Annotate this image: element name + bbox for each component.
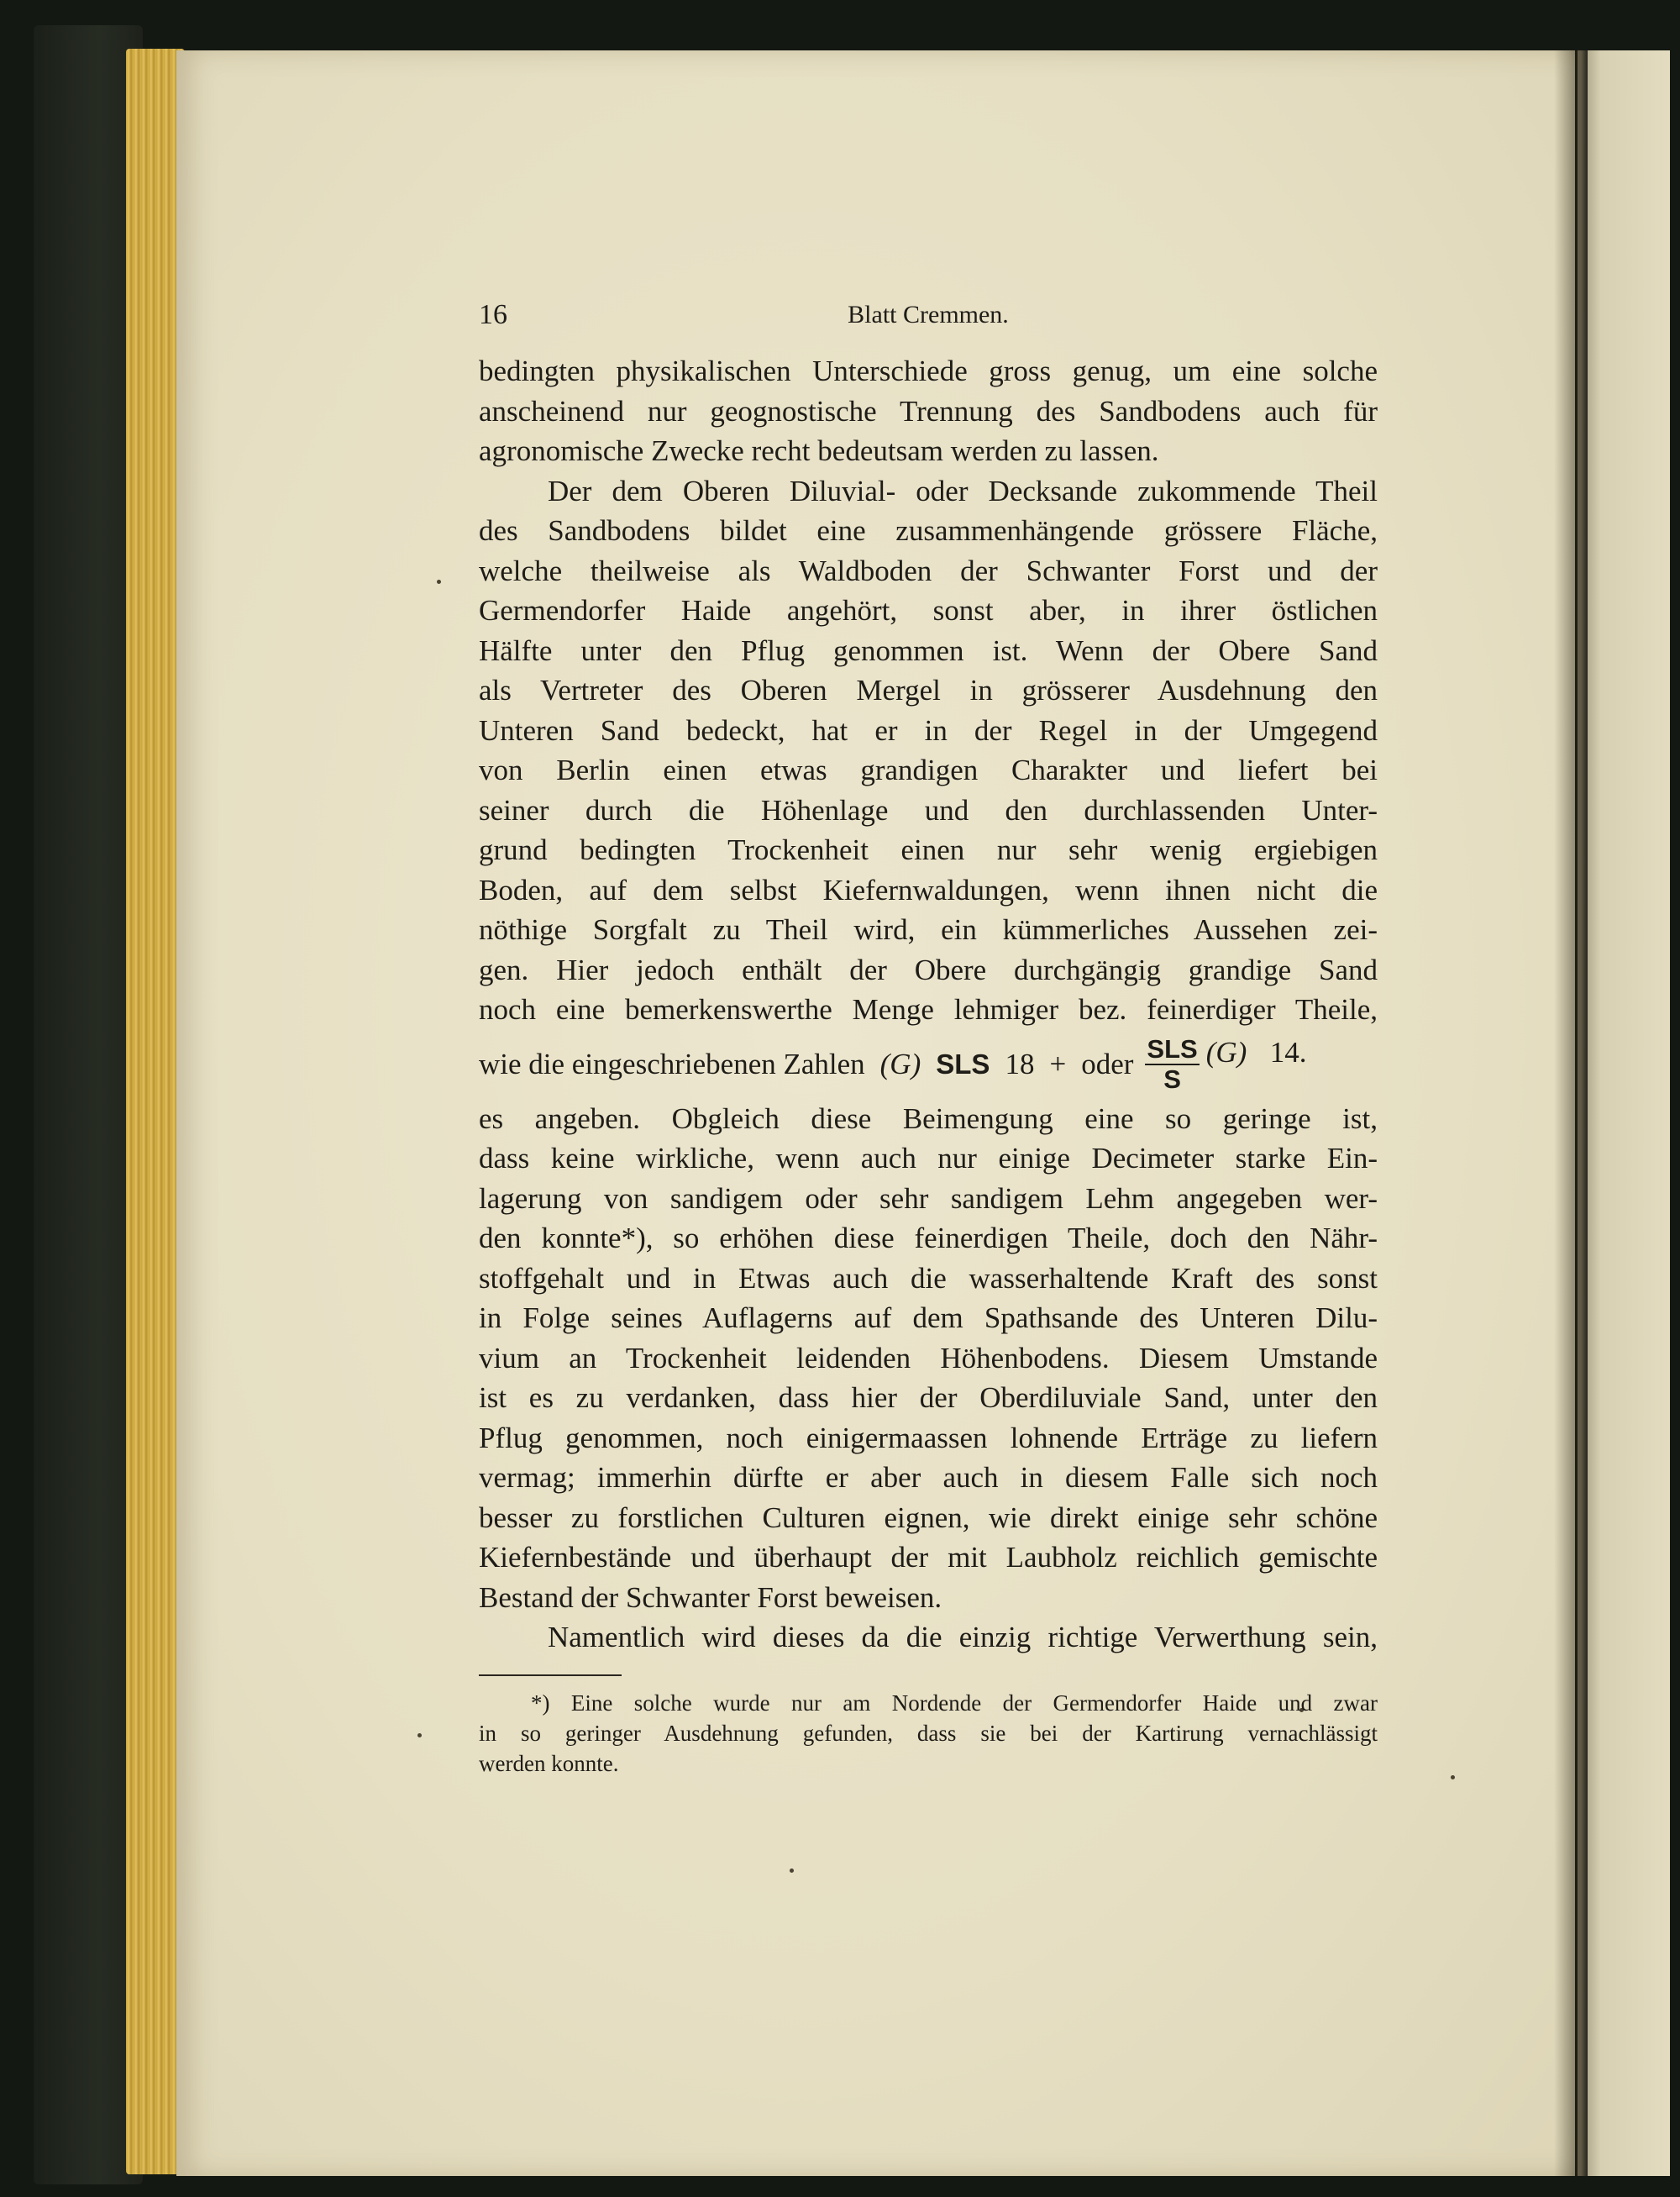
footnote-line: *) Eine solche wurde nur am Nordende der Germendorfer Haide und zwar bbox=[531, 1690, 1378, 1716]
text-line: Hälfte unter den Pflug genommen ist. Wenn der Obere Sand bbox=[479, 633, 1378, 667]
text-line: als Vertreter des Oberen Mergel in grösserer Ausdehnung den bbox=[479, 674, 1378, 707]
text-line: vermag; immerhin dürfte er aber auch in diesem Falle sich noch bbox=[479, 1461, 1378, 1494]
formula-grand-symbol: (G) bbox=[879, 1047, 921, 1080]
footnote-divider bbox=[479, 1674, 622, 1676]
text-line: gen. Hier jedoch enthält der Obere durchgängig grandige Sand bbox=[479, 953, 1378, 986]
fraction-denominator: S bbox=[1163, 1064, 1181, 1094]
text-line: stoffgehalt und in Etwas auch die wasserhaltende Kraft des sonst bbox=[479, 1261, 1378, 1295]
text-line: anscheinend nur geognostische Trennung des Sandbodens auch für bbox=[479, 394, 1378, 428]
text-line: welche theilweise als Waldboden der Schwanter Forst und der bbox=[479, 554, 1378, 587]
paragraph-2 bbox=[479, 471, 1378, 1618]
paper-speck bbox=[790, 1869, 794, 1873]
text-line: Unteren Sand bedeckt, hat er in der Regel in der Umgegend bbox=[479, 713, 1378, 747]
text-line: grund bedingten Trockenheit einen nur sehr wenig ergiebigen bbox=[479, 833, 1378, 866]
formula-lead-text: wie die eingeschriebenen Zahlen bbox=[479, 1047, 865, 1080]
text-line: Germendorfer Haide angehört, sonst aber, in ihrer östlichen bbox=[479, 594, 1378, 627]
text-line: lagerung von sandigem oder sehr sandigem Lehm angegeben wer- bbox=[479, 1181, 1378, 1215]
page-number: 16 bbox=[479, 299, 507, 330]
text-line: von Berlin einen etwas grandigen Charakter und liefert bei bbox=[479, 754, 1378, 786]
formula-value: 18 bbox=[1005, 1047, 1035, 1080]
text-line: ist es zu verdanken, dass hier der Oberdiluviale Sand, unter den bbox=[479, 1381, 1378, 1414]
text-line: Der dem Oberen Diluvial- oder Decksande zukommende Theil bbox=[548, 474, 1378, 507]
text-line: des Sandbodens bildet eine zusammenhängende grössere Fläche, bbox=[479, 514, 1378, 547]
paragraph-3 bbox=[479, 1617, 1378, 1658]
paragraph-1 bbox=[479, 351, 1378, 471]
text-line: dass keine wirkliche, wenn auch nur einige Decimeter starke Ein- bbox=[479, 1142, 1378, 1175]
text-line: Namentlich wird dieses da die einzig richtige Verwerthung sein, bbox=[548, 1621, 1378, 1653]
text-line: nöthige Sorgfalt zu Theil wird, ein kümmerliches Aussehen zei- bbox=[479, 913, 1378, 946]
text-line: in Folge seines Auflagerns auf dem Spathsande des Unteren Dilu- bbox=[479, 1301, 1378, 1334]
text-line: besser zu forstlichen Culturen eignen, wie direkt einige sehr schöne bbox=[479, 1501, 1378, 1534]
running-title: Blatt Cremmen. bbox=[848, 301, 1009, 328]
fraction-numerator: SLS bbox=[1147, 1033, 1198, 1064]
formula-sls-symbol: SLS bbox=[936, 1048, 990, 1080]
text-line: Kiefernbestände und überhaupt der mit Laubholz reichlich gemischte bbox=[479, 1541, 1378, 1574]
paper-speck bbox=[417, 1733, 422, 1737]
text-line: Boden, auf dem selbst Kiefernwaldungen, wenn ihnen nicht die bbox=[479, 873, 1378, 907]
formula-fraction bbox=[1145, 1035, 1199, 1094]
text-line: es angeben. Obgleich diese Beimengung eine so geringe ist, bbox=[479, 1101, 1378, 1135]
footnote-line: in so geringer Ausdehnung gefunden, dass sie bei der Kartirung vernachlässigt bbox=[479, 1720, 1378, 1746]
footnote-line: werden konnte. bbox=[479, 1750, 619, 1776]
text-line: bedingten physikalischen Unterschiede gross genug, um eine solche bbox=[479, 355, 1378, 387]
paper-speck bbox=[437, 580, 441, 584]
page-text bbox=[479, 294, 1378, 1779]
text-line: noch eine bemerkenswerthe Menge lehmiger bez. feinerdiger Theile, bbox=[479, 993, 1378, 1026]
formula-or: oder bbox=[1081, 1047, 1134, 1080]
adjacent-page bbox=[1578, 50, 1670, 2176]
formula-value: 14. bbox=[1269, 1035, 1307, 1069]
soil-formula-line bbox=[479, 1030, 1378, 1099]
paper-speck bbox=[1451, 1775, 1455, 1779]
formula-grand-symbol: (G) bbox=[1205, 1035, 1247, 1069]
formula-plus: + bbox=[1049, 1047, 1067, 1080]
footnote bbox=[479, 1688, 1378, 1779]
text-line: Bestand der Schwanter Forst beweisen. bbox=[479, 1580, 942, 1614]
text-line: den konnte*), so erhöhen diese feinerdigen Theile, doch den Nähr- bbox=[479, 1222, 1378, 1254]
text-line: agronomische Zwecke recht bedeutsam werden zu lassen. bbox=[479, 434, 1159, 467]
text-line: seiner durch die Höhenlage und den durchlassenden Unter- bbox=[479, 793, 1378, 827]
gutter-shadow bbox=[1554, 50, 1588, 2176]
text-line: vium an Trockenheit leidenden Höhenbodens. Diesem Umstande bbox=[479, 1341, 1378, 1374]
text-line: Pflug genommen, noch einigermaassen lohnende Erträge zu liefern bbox=[479, 1421, 1378, 1454]
running-header bbox=[479, 294, 1378, 336]
